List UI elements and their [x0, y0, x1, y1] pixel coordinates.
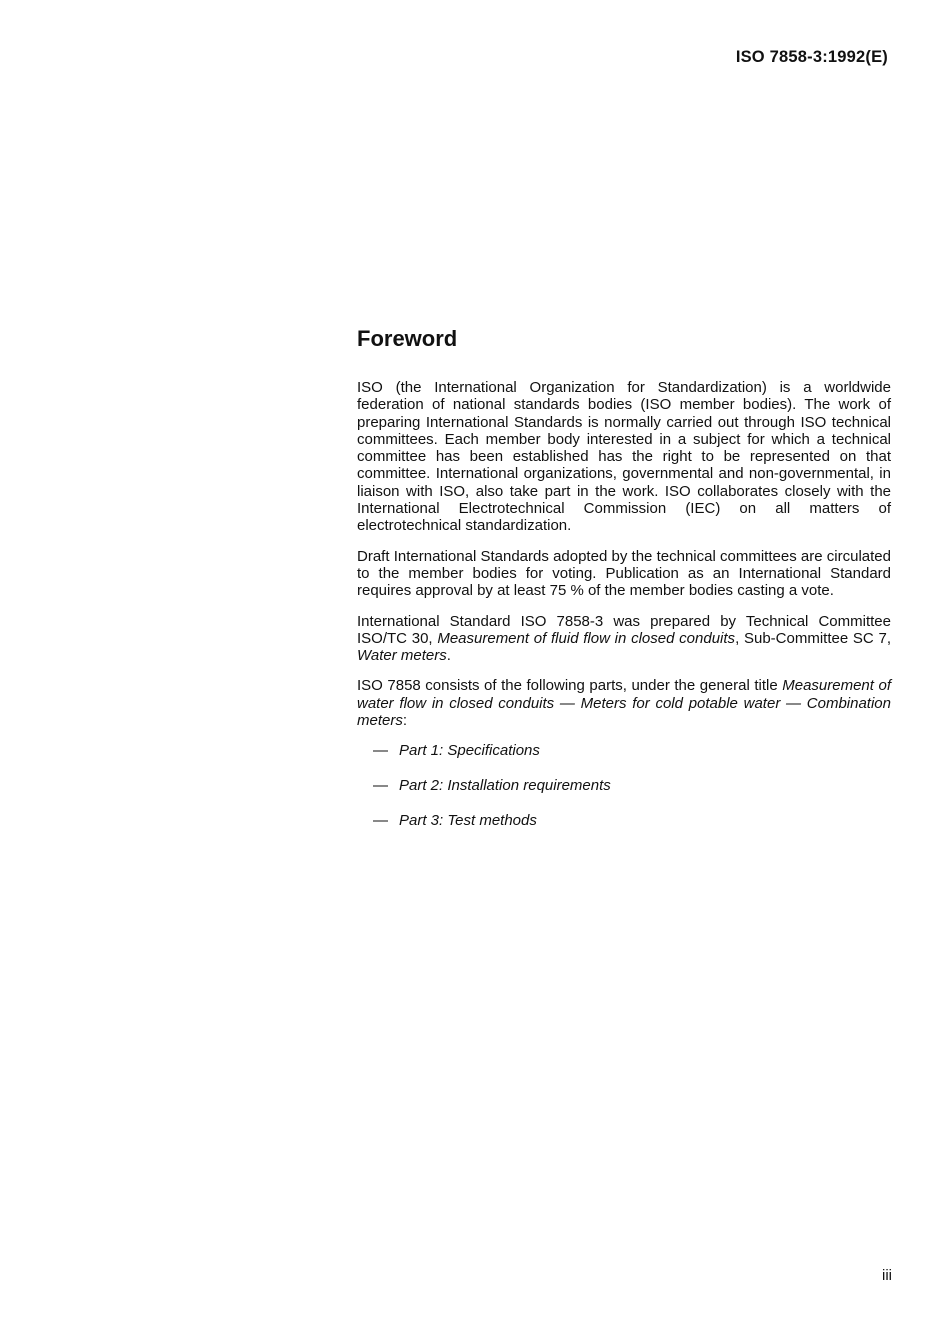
part-label: Part 1: Specifications: [399, 742, 540, 760]
general-title: Measurement of water flow in closed conduits — Meters for cold potable water — Combination meters: [357, 677, 891, 730]
page-number: iii: [882, 1267, 892, 1284]
preparation-text-3: .: [446, 647, 451, 665]
paragraph-parts-intro: [357, 677, 891, 729]
preparation-text-2: , Sub-Committee SC 7,: [735, 629, 891, 647]
preparation-text-1: International Standard ISO 7858-3 was prepared by Technical Committee ISO/TC 30,: [357, 612, 891, 647]
paragraph-draft-standards: Draft International Standards adopted by the technical committees are circulated to the member bodies for voting. Publication as an International Standard requires approval by at least 75 % of the member bodies casting a vote.: [357, 547, 891, 600]
section-title: Foreword: [357, 326, 458, 351]
list-dash: —: [373, 742, 388, 760]
parts-intro-text-2: :: [402, 712, 408, 730]
parts-intro-text-1: ISO 7858 consists of the following parts, under the general title: [357, 677, 783, 695]
document-identifier: ISO 7858-3:1992(E): [735, 48, 888, 66]
parts-list: [357, 742, 891, 829]
list-item: [373, 777, 891, 794]
list-item: [373, 812, 891, 829]
committee-title: Measurement of fluid flow in closed conduits: [437, 629, 736, 647]
list-dash: —: [373, 777, 388, 795]
list-dash: —: [373, 811, 388, 829]
paragraph-iso-description: ISO (the International Organization for Standardization) is a worldwide federation of national standards bodies (ISO member bodies). The work of preparing International Standards is normally carried out through ISO technical committees. Each member body interested in a subject for which a technical committee has been established has the right to be represented on that committee. International organizations, governmental and non-governmental, in liaison with ISO, also take part in the work. ISO collaborates closely with the International Electrotechnical Commission (IEC) on all matters of electrotechnical standardization.: [357, 379, 891, 535]
foreword-section: [357, 325, 891, 847]
paragraph-preparation: [357, 613, 891, 665]
part-label: Part 3: Test methods: [399, 811, 537, 829]
list-item: [373, 742, 891, 759]
part-label: Part 2: Installation requirements: [399, 777, 611, 795]
subcommittee-title: Water meters: [357, 647, 447, 665]
